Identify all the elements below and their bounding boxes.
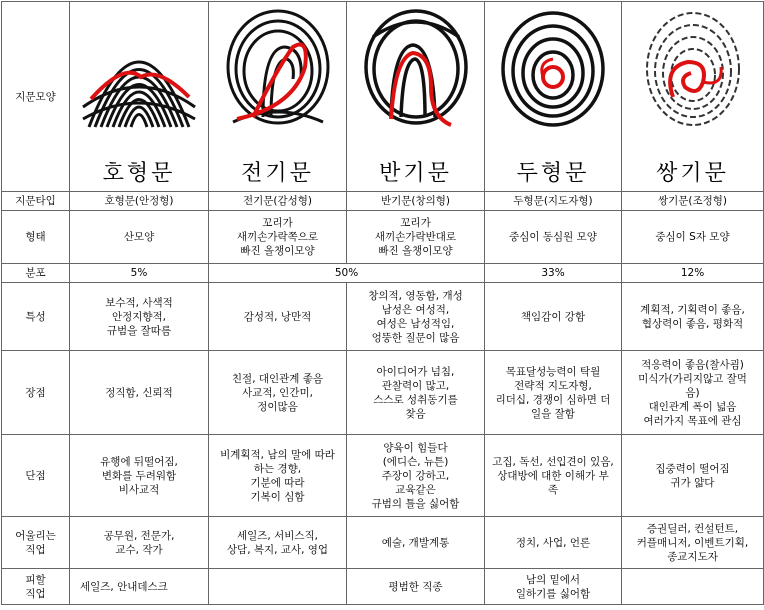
fingerprint-cell-double-loop bbox=[622, 2, 764, 192]
traits-cell: 감성적, 낭만적 bbox=[209, 283, 347, 351]
fingerprint-table bbox=[1, 1, 764, 605]
label-type: 지문타입 bbox=[2, 192, 70, 211]
fingerprint-cell-arch bbox=[70, 2, 209, 192]
fingerprint-cell-ulnar-loop bbox=[209, 2, 347, 192]
form-cell: 꼬리가 새끼손가락쪽으로 빠진 올챙이모양 bbox=[209, 211, 347, 264]
row-type bbox=[2, 192, 764, 211]
whorl-fingerprint-image bbox=[498, 7, 608, 137]
ulnar-loop-fingerprint-image bbox=[223, 7, 333, 137]
row-distribution bbox=[2, 264, 764, 283]
type-cell: 두형문(지도자형) bbox=[485, 192, 622, 211]
double-loop-picture-name: 쌍기문 bbox=[656, 160, 729, 186]
row-jobs-fit bbox=[2, 517, 764, 569]
arch-fingerprint-image bbox=[79, 7, 199, 137]
jobs-avoid-cell: 남의 밑에서 일하기를 싫어함 bbox=[485, 569, 622, 605]
type-cell: 쌍기문(조정형) bbox=[622, 192, 764, 211]
form-cell: 산모양 bbox=[70, 211, 209, 264]
weaknesses-cell: 집중력이 떨어짐 귀가 얇다 bbox=[622, 435, 764, 517]
label-strengths: 장점 bbox=[2, 351, 70, 435]
jobs-avoid-cell bbox=[209, 569, 347, 605]
label-weaknesses: 단점 bbox=[2, 435, 70, 517]
weaknesses-cell: 비계획적, 남의 말에 따라 하는 경향, 기분에 따라 기복이 심함 bbox=[209, 435, 347, 517]
traits-cell: 계획적, 기획력이 좋음, 협상력이 좋음, 평화적 bbox=[622, 283, 764, 351]
jobs-fit-cell: 공무원, 전문가, 교수, 작가 bbox=[70, 517, 209, 569]
jobs-avoid-cell bbox=[622, 569, 764, 605]
label-shape: 지문모양 bbox=[2, 2, 70, 192]
label-distribution: 분포 bbox=[2, 264, 70, 283]
form-cell: 중심이 동심원 모양 bbox=[485, 211, 622, 264]
form-cell: 꼬리가 새끼손가락반대로 빠진 올챙이모양 bbox=[347, 211, 485, 264]
jobs-fit-cell: 증권딜러, 컨설턴트, 커플매니저, 이벤트기획, 종교지도자 bbox=[622, 517, 764, 569]
jobs-fit-cell: 예술, 개발계통 bbox=[347, 517, 485, 569]
strengths-cell: 정직함, 신뢰적 bbox=[70, 351, 209, 435]
fingerprint-cell-radial-loop bbox=[347, 2, 485, 192]
weaknesses-cell: 고집, 독선, 선입견이 있음, 상대방에 대한 이해가 부 족 bbox=[485, 435, 622, 517]
type-cell: 반기문(창의형) bbox=[347, 192, 485, 211]
jobs-fit-cell: 세일즈, 서비스직, 상담, 복지, 교사, 영업 bbox=[209, 517, 347, 569]
row-jobs-avoid bbox=[2, 569, 764, 605]
whorl-picture-name: 두형문 bbox=[516, 160, 590, 186]
radial-loop-picture-name: 반기문 bbox=[379, 160, 452, 186]
distribution-cell-merged: 50% bbox=[209, 264, 485, 283]
distribution-cell: 12% bbox=[622, 264, 764, 283]
arch-picture-name: 호형문 bbox=[102, 160, 176, 186]
strengths-cell: 적응력이 좋음(찰사굄) 미식가(가리지않고 잘먹 음) 대인관계 폭이 넓음 여러가지 목표에 관심 bbox=[622, 351, 764, 435]
row-form bbox=[2, 211, 764, 264]
label-jobs-avoid: 피할 직업 bbox=[2, 569, 70, 605]
traits-cell: 보수적, 사색적 안정지향적, 규범을 잘따름 bbox=[70, 283, 209, 351]
jobs-avoid-cell: 세일즈, 안내데스크 bbox=[70, 569, 209, 605]
type-cell: 전기문(감성형) bbox=[209, 192, 347, 211]
radial-loop-fingerprint-image bbox=[361, 7, 471, 137]
row-strengths bbox=[2, 351, 764, 435]
strengths-cell: 아이디어가 넘침, 관찰력이 많고, 스스로 성취동기를 찾음 bbox=[347, 351, 485, 435]
traits-cell: 창의적, 영동함, 개성 남성은 여성적, 여성은 남성적임, 엉뚱한 질문이 많음 bbox=[347, 283, 485, 351]
strengths-cell: 친절, 대인관계 좋음 사교적, 인간미, 정이많음 bbox=[209, 351, 347, 435]
label-jobs-fit: 어울리는 직업 bbox=[2, 517, 70, 569]
jobs-fit-cell: 정치, 사업, 언론 bbox=[485, 517, 622, 569]
weaknesses-cell: 유행에 뒤떨어짐, 변화를 두려워함 비사교적 bbox=[70, 435, 209, 517]
row-traits bbox=[2, 283, 764, 351]
double-loop-fingerprint-image bbox=[643, 7, 743, 137]
ulnar-loop-picture-name: 전기문 bbox=[241, 160, 314, 186]
strengths-cell: 목표달성능력이 탁월 전략적 지도자형, 리더십, 경쟁이 심하면 더 일을 잘함 bbox=[485, 351, 622, 435]
jobs-avoid-cell: 평범한 직종 bbox=[347, 569, 485, 605]
row-shape bbox=[2, 2, 764, 192]
form-cell: 중심이 S자 모양 bbox=[622, 211, 764, 264]
label-traits: 특성 bbox=[2, 283, 70, 351]
row-weaknesses bbox=[2, 435, 764, 517]
distribution-cell: 5% bbox=[70, 264, 209, 283]
fingerprint-cell-whorl bbox=[485, 2, 622, 192]
distribution-cell: 33% bbox=[485, 264, 622, 283]
traits-cell: 책임감이 강함 bbox=[485, 283, 622, 351]
type-cell: 호형문(안정형) bbox=[70, 192, 209, 211]
weaknesses-cell: 양육이 힘들다 (에디슨, 뉴튼) 주장이 강하고, 교육같은 규범의 틀을 싫어함 bbox=[347, 435, 485, 517]
label-form: 형태 bbox=[2, 211, 70, 264]
